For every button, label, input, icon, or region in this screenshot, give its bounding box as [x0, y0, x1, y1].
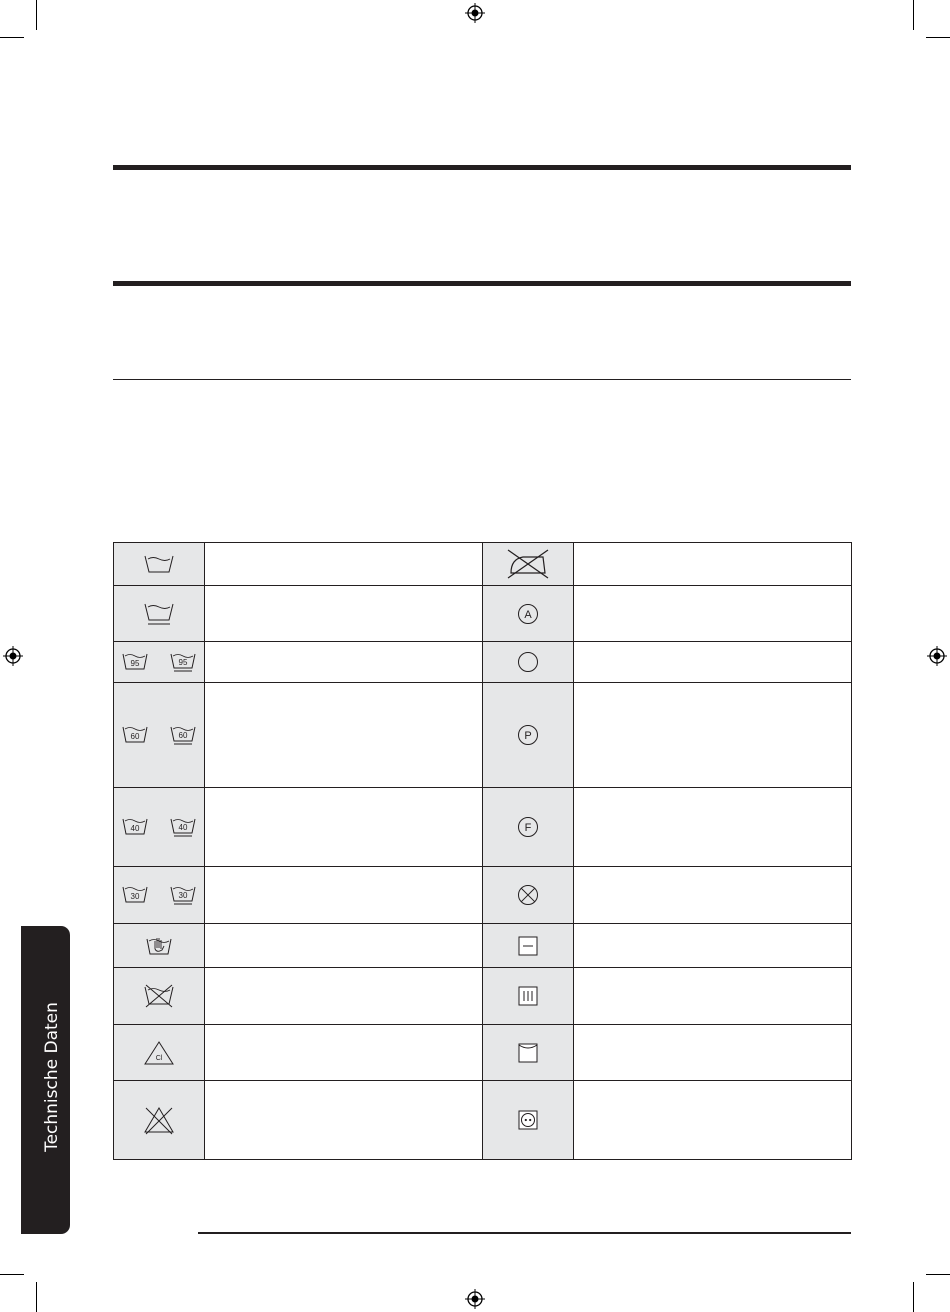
symbol-cell [483, 642, 574, 683]
hand-wash-icon [145, 933, 173, 959]
wash-temperature: 95 [130, 659, 140, 668]
symbol-cell [483, 968, 574, 1025]
symbol-cell [114, 543, 205, 586]
description-cell [574, 586, 852, 642]
crop-mark [913, 0, 914, 30]
registration-mark-icon [465, 1289, 485, 1309]
description-cell [574, 788, 852, 867]
description-cell [574, 867, 852, 924]
crop-mark [913, 1282, 914, 1312]
registration-mark-icon [3, 646, 23, 666]
table-row [114, 543, 852, 586]
crop-mark [926, 1274, 950, 1275]
heading-rule-bottom [113, 281, 851, 286]
symbol-cell [483, 924, 574, 968]
table-row [114, 968, 852, 1025]
registration-mark-icon [465, 3, 485, 23]
wash-95-gentle-icon [170, 651, 196, 673]
line-dry-icon [517, 1042, 539, 1064]
dryclean-letter: F [524, 822, 532, 834]
description-cell [574, 968, 852, 1025]
dryclean-letter: P [524, 730, 532, 742]
symbol-cell [114, 788, 205, 867]
wash-temperature: 40 [178, 823, 188, 832]
side-tab-label: Technische Daten [42, 1002, 62, 1152]
dry-flat-icon [517, 935, 539, 957]
wash-40-icon [122, 816, 148, 838]
description-cell [205, 642, 483, 683]
description-cell [205, 683, 483, 788]
tumble-dry-icon [517, 1109, 539, 1131]
wash-tub-icon [143, 552, 175, 576]
table-row [114, 867, 852, 924]
bleach-label: Cl [155, 1054, 163, 1062]
description-cell [205, 788, 483, 867]
symbol-cell [483, 543, 574, 586]
crop-mark [0, 1274, 24, 1275]
description-cell [574, 683, 852, 788]
no-wash-icon [143, 982, 175, 1010]
symbol-cell [114, 867, 205, 924]
wash-temperature: 60 [130, 732, 140, 741]
description-cell [205, 1025, 483, 1081]
heading-rule-top [113, 165, 851, 170]
table-row [114, 586, 852, 642]
dryclean-a-icon [516, 602, 540, 626]
wash-60-gentle-icon [170, 724, 196, 746]
symbol-cell [114, 642, 205, 683]
description-cell [205, 867, 483, 924]
table-row [114, 683, 852, 788]
dryclean-f-icon [516, 815, 540, 839]
symbol-cell [114, 924, 205, 968]
symbol-cell [483, 1081, 574, 1160]
drip-dry-icon [517, 985, 539, 1007]
description-cell [574, 1081, 852, 1160]
symbol-cell [114, 683, 205, 788]
wash-temperature: 40 [130, 824, 140, 833]
table-row [114, 1081, 852, 1160]
wash-tub-gentle-icon [143, 600, 175, 628]
wash-temperature: 60 [178, 731, 188, 740]
description-cell [574, 924, 852, 968]
wash-30-gentle-icon [170, 884, 196, 906]
registration-mark-icon [927, 646, 947, 666]
crop-mark [0, 37, 24, 38]
wash-temperature: 95 [178, 658, 188, 667]
symbol-cell [483, 788, 574, 867]
crop-mark [926, 37, 950, 38]
symbol-cell [114, 968, 205, 1025]
dryclean-p-icon [516, 723, 540, 747]
crop-mark [36, 1282, 37, 1312]
no-iron-icon [505, 548, 551, 580]
symbol-cell [114, 1081, 205, 1160]
symbol-cell [483, 683, 574, 788]
wash-30-icon [122, 884, 148, 906]
no-dryclean-icon [516, 883, 540, 907]
table-row [114, 924, 852, 968]
dryclean-icon [516, 650, 540, 674]
description-cell [205, 968, 483, 1025]
dryclean-letter: A [524, 608, 532, 621]
wash-temperature: 30 [178, 891, 188, 900]
symbol-cell [114, 586, 205, 642]
symbol-cell [483, 867, 574, 924]
symbol-cell [114, 1025, 205, 1081]
wash-temperature: 30 [130, 892, 140, 901]
table-row [114, 1025, 852, 1081]
table-row [114, 788, 852, 867]
table-row [114, 642, 852, 683]
description-cell [574, 543, 852, 586]
care-symbol-table [113, 542, 852, 1160]
description-cell [205, 543, 483, 586]
description-cell [574, 1025, 852, 1081]
description-cell [205, 586, 483, 642]
wash-40-gentle-icon [170, 816, 196, 838]
section-rule [113, 379, 851, 380]
wash-95-icon [122, 651, 148, 673]
description-cell [205, 1081, 483, 1160]
symbol-cell [483, 586, 574, 642]
symbol-cell [483, 1025, 574, 1081]
bleach-cl-icon [143, 1040, 175, 1066]
description-cell [574, 642, 852, 683]
crop-mark [36, 0, 37, 30]
no-bleach-icon [142, 1105, 176, 1135]
description-cell [205, 924, 483, 968]
footer-rule [198, 1232, 851, 1234]
wash-60-icon [122, 724, 148, 746]
